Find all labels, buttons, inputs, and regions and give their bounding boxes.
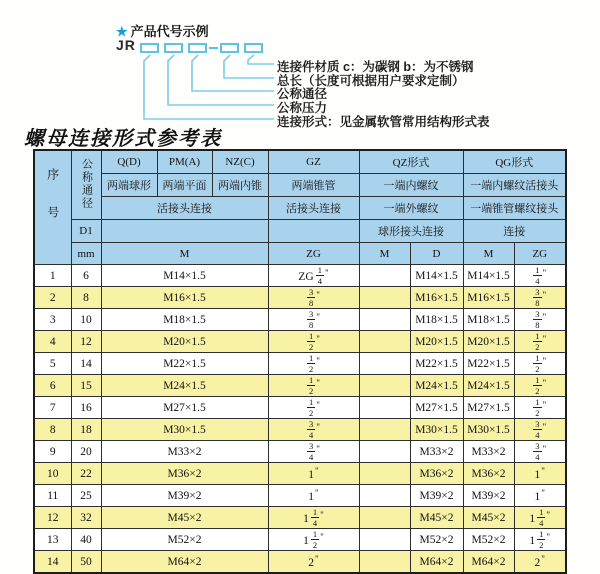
fraction: $\frac{1}{2}$ — [535, 352, 540, 374]
nut-connection-table — [33, 149, 567, 574]
gz-size-cell: 1" — [268, 463, 359, 485]
row-no-cell: 9 — [34, 441, 71, 463]
qz-d-cell: M18×1.5 — [410, 309, 463, 331]
dn-mm-cell: 50 — [71, 551, 101, 574]
header-nz-desc: 两端内锥 — [212, 174, 268, 197]
qg-zg-cell: $\frac{3}{8}$ " — [514, 287, 566, 309]
qz-d-cell: M45×2 — [410, 507, 463, 529]
label-connection-form: 连接形式：见金属软管常用结构形式表 — [277, 115, 490, 129]
table-row — [34, 419, 566, 441]
qg-m-cell: M14×1.5 — [463, 265, 514, 287]
qg-zg-cell: $\frac{1}{2}$ " — [514, 375, 566, 397]
fraction: $\frac{1}{2}$ — [309, 352, 314, 374]
qz-d-cell: M14×1.5 — [410, 265, 463, 287]
fraction: $\frac{1}{2}$ — [312, 528, 318, 550]
header-gz-zg: ZG — [268, 243, 359, 265]
fraction: $\frac{1}{2}$ — [535, 396, 540, 418]
fraction: $\frac{1}{2}$ — [309, 374, 314, 396]
fraction: $\frac{3}{4}$ — [535, 440, 540, 462]
qg-zg-cell: 1" — [514, 463, 566, 485]
qg-zg-cell: $\frac{3}{4}$ " — [514, 419, 566, 441]
row-no-cell: 2 — [34, 287, 71, 309]
gz-size-cell: 1 $\frac{1}{4}$ " — [268, 507, 359, 529]
header-blank-gz — [268, 220, 359, 243]
qg-m-cell: M27×1.5 — [463, 397, 514, 419]
fraction: $\frac{3}{8}$ — [535, 308, 540, 330]
qg-m-cell: M33×2 — [463, 441, 514, 463]
label-nominal-pressure: 公称压力 — [277, 101, 328, 115]
m-thread-cell: M52×2 — [101, 529, 268, 551]
dn-mm-cell: 16 — [71, 397, 101, 419]
header-qg-connection: 连接 — [463, 220, 566, 243]
gz-size-cell: $\frac{3}{4}$ " — [268, 419, 359, 441]
header-blank-span — [101, 220, 268, 243]
label-nominal-diameter: 公称通径 — [277, 87, 328, 101]
fraction: $\frac{1}{2}$ — [539, 528, 544, 550]
qg-zg-cell: 1" — [514, 485, 566, 507]
code-box-3 — [188, 43, 207, 53]
table-row — [34, 309, 566, 331]
qz-m-cell — [359, 419, 410, 441]
qg-zg-cell: 1 $\frac{1}{4}$ " — [514, 507, 566, 529]
qz-d-cell: M64×2 — [410, 551, 463, 574]
qz-m-cell — [359, 441, 410, 463]
header-pm-desc: 两端平面 — [157, 174, 212, 197]
gz-size-cell: $\frac{3}{4}$ " — [268, 441, 359, 463]
gz-size-cell: 1 $\frac{1}{2}$ " — [268, 529, 359, 551]
code-box-2 — [164, 43, 183, 53]
table-row — [34, 463, 566, 485]
qg-zg-cell: $\frac{1}{2}$ " — [514, 353, 566, 375]
dn-mm-cell: 20 — [71, 441, 101, 463]
qg-m-cell: M22×1.5 — [463, 353, 514, 375]
fraction: $\frac{3}{8}$ — [309, 308, 314, 330]
row-no-cell: 11 — [34, 485, 71, 507]
fraction: $\frac{1}{4}$ — [539, 506, 544, 528]
star-icon: ★ — [116, 24, 128, 39]
qg-zg-cell: 2" — [514, 551, 566, 574]
gz-size-cell: $\frac{1}{2}$ " — [268, 353, 359, 375]
qz-m-cell — [359, 397, 410, 419]
dn-mm-cell: 6 — [71, 265, 101, 287]
qg-m-cell: M36×2 — [463, 463, 514, 485]
gz-size-cell: $\frac{1}{2}$ " — [268, 375, 359, 397]
code-prefix: JR — [116, 37, 136, 53]
qz-m-cell — [359, 331, 410, 353]
row-no-cell: 4 — [34, 331, 71, 353]
header-gz-desc: 两端锥管 — [268, 174, 359, 197]
header-m-span: M — [101, 243, 268, 265]
qg-m-cell: M39×2 — [463, 485, 514, 507]
fraction: $\frac{1}{4}$ — [535, 264, 540, 286]
m-thread-cell: M30×1.5 — [101, 419, 268, 441]
dn-mm-cell: 25 — [71, 485, 101, 507]
m-thread-cell: M18×1.5 — [101, 309, 268, 331]
gz-size-cell: ZG $\frac{1}{4}$ " — [268, 265, 359, 287]
header-qg-desc2: 一端锥管螺纹接头 — [463, 197, 566, 220]
qg-m-cell: M45×2 — [463, 507, 514, 529]
fraction: $\frac{3}{8}$ — [309, 286, 314, 308]
qz-d-cell: M36×2 — [410, 463, 463, 485]
header-q: Q(D) — [101, 150, 157, 174]
dn-mm-cell: 22 — [71, 463, 101, 485]
qg-m-cell: M30×1.5 — [463, 419, 514, 441]
table-row — [34, 353, 566, 375]
row-no-cell: 3 — [34, 309, 71, 331]
gz-size-cell: 2" — [268, 551, 359, 574]
qz-m-cell — [359, 507, 410, 529]
header-gz: GZ — [268, 150, 359, 174]
table-row — [34, 331, 566, 353]
m-thread-cell: M27×1.5 — [101, 397, 268, 419]
m-thread-cell: M14×1.5 — [101, 265, 268, 287]
fraction: $\frac{1}{2}$ — [535, 374, 540, 396]
qg-zg-cell: $\frac{1}{2}$ " — [514, 331, 566, 353]
header-union-connection: 活接头连接 — [101, 197, 268, 220]
table-row — [34, 397, 566, 419]
qz-m-cell — [359, 309, 410, 331]
header-qg-zg: ZG — [514, 243, 566, 265]
header-mm: mm — [71, 243, 101, 265]
diagram-title-text: 产品代号示例 — [130, 24, 209, 39]
dn-mm-cell: 10 — [71, 309, 101, 331]
fraction: $\frac{3}{4}$ — [535, 418, 540, 440]
qz-d-cell: M30×1.5 — [410, 419, 463, 441]
qg-m-cell: M64×2 — [463, 551, 514, 574]
m-thread-cell: M24×1.5 — [101, 375, 268, 397]
gz-size-cell: $\frac{3}{8}$ " — [268, 309, 359, 331]
qz-d-cell: M22×1.5 — [410, 353, 463, 375]
table-row — [34, 375, 566, 397]
qz-d-cell: M33×2 — [410, 441, 463, 463]
header-pm: PM(A) — [157, 150, 212, 174]
label-material: 连接件材质 c：为碳钢 b：为不锈钢 — [277, 60, 474, 74]
code-box-1 — [140, 43, 159, 53]
row-no-cell: 14 — [34, 551, 71, 574]
qz-d-cell: M16×1.5 — [410, 287, 463, 309]
code-box-5 — [244, 43, 263, 53]
m-thread-cell: M22×1.5 — [101, 353, 268, 375]
gz-size-cell: 1" — [268, 485, 359, 507]
dn-mm-cell: 18 — [71, 419, 101, 441]
table-row — [34, 265, 566, 287]
fraction: $\frac{1}{2}$ — [535, 330, 540, 352]
qz-m-cell — [359, 265, 410, 287]
qz-m-cell — [359, 551, 410, 574]
table-row — [34, 507, 566, 529]
qz-m-cell — [359, 463, 410, 485]
header-qz-desc1: 一端内螺纹 — [359, 174, 463, 197]
header-nz: NZ(C) — [212, 150, 268, 174]
code-dash — [209, 47, 218, 49]
qz-d-cell: M52×2 — [410, 529, 463, 551]
row-no-cell: 12 — [34, 507, 71, 529]
code-box-4 — [220, 43, 239, 53]
fraction: $\frac{1}{4}$ — [312, 506, 318, 528]
qg-m-cell: M18×1.5 — [463, 309, 514, 331]
qg-m-cell: M52×2 — [463, 529, 514, 551]
table-row — [34, 551, 566, 574]
qz-m-cell — [359, 529, 410, 551]
fraction: $\frac{1}{2}$ — [309, 330, 314, 352]
table-row — [34, 287, 566, 309]
gz-size-cell: $\frac{3}{8}$ " — [268, 287, 359, 309]
qz-d-cell: M20×1.5 — [410, 331, 463, 353]
fraction: $\frac{3}{8}$ — [535, 286, 540, 308]
dn-mm-cell: 8 — [71, 287, 101, 309]
dn-mm-cell: 14 — [71, 353, 101, 375]
fraction: $\frac{3}{4}$ — [309, 440, 314, 462]
header-diameter: 公称通径 — [71, 150, 101, 220]
row-no-cell: 5 — [34, 353, 71, 375]
qz-m-cell — [359, 375, 410, 397]
header-d1: D1 — [71, 220, 101, 243]
qg-zg-cell: $\frac{1}{2}$ " — [514, 397, 566, 419]
qg-zg-cell: $\frac{3}{8}$ " — [514, 309, 566, 331]
label-total-length: 总长（长度可根据用户要求定制） — [277, 74, 465, 88]
fraction: $\frac{3}{4}$ — [309, 418, 314, 440]
fraction: $\frac{1}{2}$ — [309, 396, 314, 418]
qg-zg-cell: $\frac{3}{4}$ " — [514, 441, 566, 463]
m-thread-cell: M36×2 — [101, 463, 268, 485]
header-qg-form: QG形式 — [463, 150, 566, 174]
qz-m-cell — [359, 287, 410, 309]
m-thread-cell: M33×2 — [101, 441, 268, 463]
row-no-cell: 7 — [34, 397, 71, 419]
table-row — [34, 529, 566, 551]
qg-m-cell: M20×1.5 — [463, 331, 514, 353]
header-index: 序号 — [34, 150, 71, 265]
m-thread-cell: M39×2 — [101, 485, 268, 507]
row-no-cell: 1 — [34, 265, 71, 287]
header-qz-m: M — [359, 243, 410, 265]
qz-m-cell — [359, 485, 410, 507]
m-thread-cell: M45×2 — [101, 507, 268, 529]
m-thread-cell: M16×1.5 — [101, 287, 268, 309]
dn-mm-cell: 32 — [71, 507, 101, 529]
qg-zg-cell: 1 $\frac{1}{2}$ " — [514, 529, 566, 551]
header-qz-form: QZ形式 — [359, 150, 463, 174]
qg-m-cell: M16×1.5 — [463, 287, 514, 309]
qg-zg-cell: $\frac{1}{4}$ " — [514, 265, 566, 287]
header-q-desc: 两端球形 — [101, 174, 157, 197]
qz-d-cell: M27×1.5 — [410, 397, 463, 419]
table-title: 螺母连接形式参考表 — [24, 126, 222, 150]
header-qg-m: M — [463, 243, 514, 265]
row-no-cell: 13 — [34, 529, 71, 551]
qz-m-cell — [359, 353, 410, 375]
dn-mm-cell: 40 — [71, 529, 101, 551]
row-no-cell: 6 — [34, 375, 71, 397]
gz-size-cell: $\frac{1}{2}$ " — [268, 331, 359, 353]
fraction: $\frac{1}{4}$ — [317, 264, 322, 286]
row-no-cell: 8 — [34, 419, 71, 441]
header-qz-connection: 球形接头连接 — [359, 220, 463, 243]
header-qz-desc2: 一端外螺纹 — [359, 197, 463, 220]
qg-m-cell: M24×1.5 — [463, 375, 514, 397]
header-qg-desc1: 一端内螺纹活接头 — [463, 174, 566, 197]
header-gz-connection: 活接头连接 — [268, 197, 359, 220]
dn-mm-cell: 12 — [71, 331, 101, 353]
gz-size-cell: $\frac{1}{2}$ " — [268, 397, 359, 419]
m-thread-cell: M20×1.5 — [101, 331, 268, 353]
table-row — [34, 485, 566, 507]
row-no-cell: 10 — [34, 463, 71, 485]
qz-d-cell: M39×2 — [410, 485, 463, 507]
header-qz-d: D — [410, 243, 463, 265]
m-thread-cell: M64×2 — [101, 551, 268, 574]
table-row — [34, 441, 566, 463]
qz-d-cell: M24×1.5 — [410, 375, 463, 397]
dn-mm-cell: 15 — [71, 375, 101, 397]
